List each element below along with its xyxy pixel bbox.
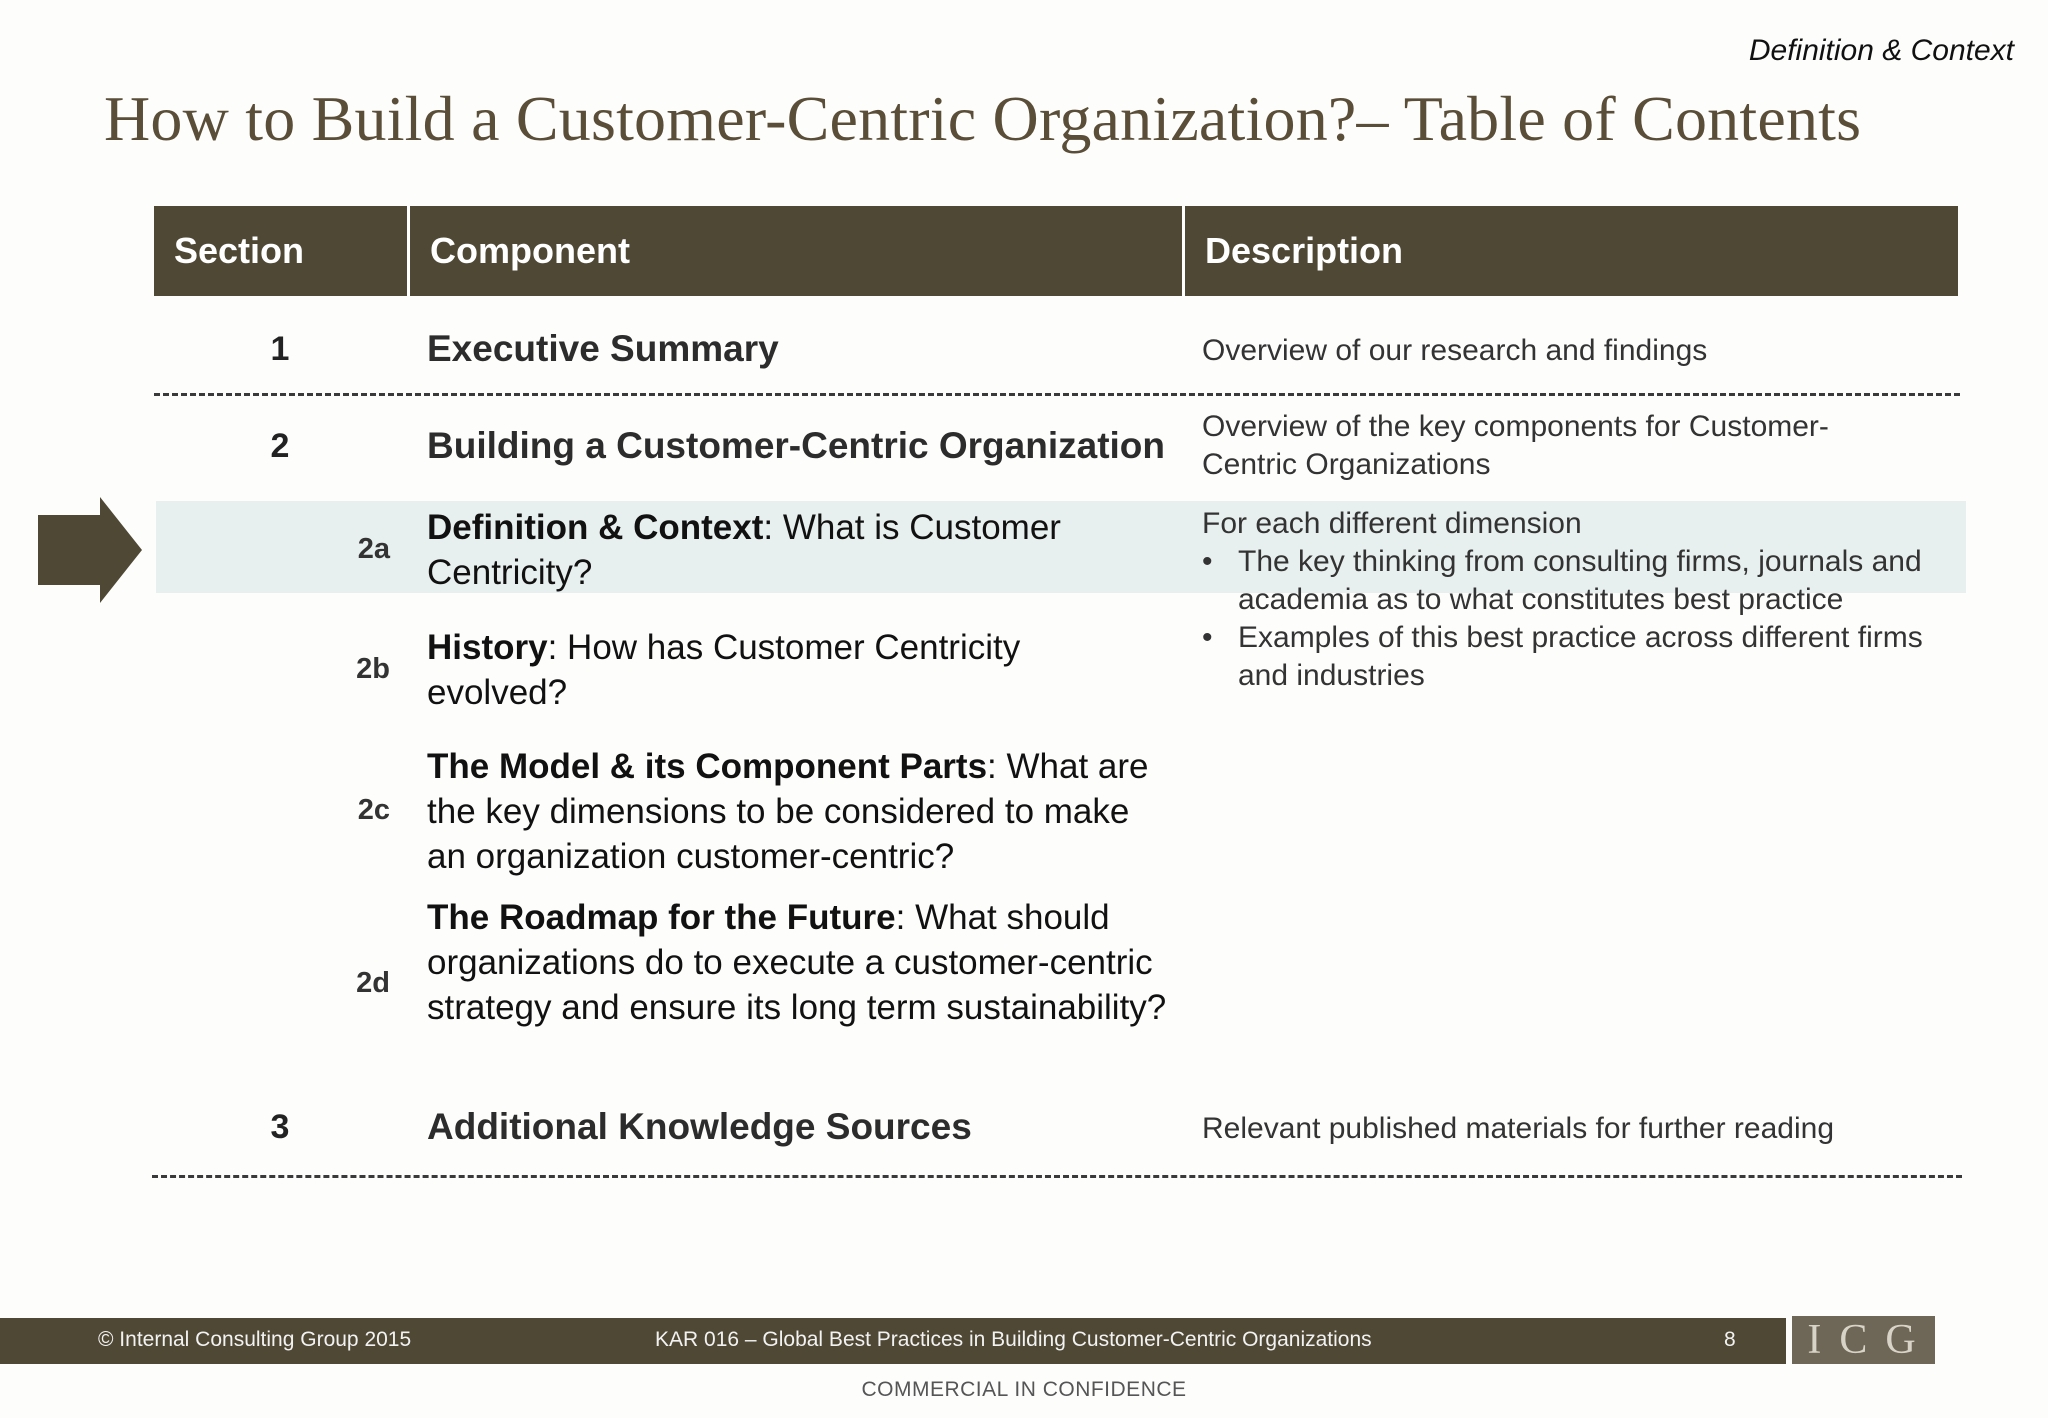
header-section-label: Section: [174, 230, 305, 271]
section-tag: Definition & Context: [1748, 34, 2014, 67]
subsection-component: [427, 895, 1167, 1030]
subsection-component: [427, 625, 1167, 715]
subsection-title: Definition & Context: [427, 508, 764, 547]
component-title: Additional Knowledge Sources: [427, 1106, 972, 1147]
description-bullet: • Examples of this best practice across different firms and industries: [1202, 619, 1962, 695]
subsection-title: History: [427, 628, 548, 667]
header-component: [410, 206, 1182, 296]
footer-bar: [0, 1318, 1786, 1364]
row-divider: [154, 393, 1960, 396]
footer-document-title: KAR 016 – Global Best Practices in Building Customer-Centric Organizations: [655, 1328, 1372, 1351]
subsection-question: : What are the key dimensions to be considered to make an organization customer-centric?: [427, 747, 1149, 876]
subsection-question: : What should organizations do to execute a customer-centric strategy and ensure its long term sustainability?: [427, 898, 1167, 1027]
subsection-number: 2a: [357, 533, 390, 565]
footer-page-number: 8: [1724, 1328, 1736, 1351]
component-description: Overview of the key components for Customer-Centric Organizations: [1202, 410, 1829, 481]
component-title: Executive Summary: [427, 328, 779, 369]
component-description: Relevant published materials for further reading: [1202, 1112, 1835, 1145]
subsection-number: 2c: [357, 794, 390, 826]
subsection-component: [427, 744, 1167, 879]
subsection-component: [427, 505, 1167, 595]
section-number: 1: [270, 330, 290, 368]
confidentiality-notice: COMMERCIAL IN CONFIDENCE: [861, 1378, 1187, 1401]
subsection-question: : How has Customer Centricity evolved?: [427, 628, 1021, 712]
component-title: Building a Customer-Centric Organization: [427, 425, 1165, 466]
header-section: [154, 206, 408, 296]
header-component-label: Component: [430, 230, 630, 271]
subsection-title: The Roadmap for the Future: [427, 898, 896, 937]
page-title: How to Build a Customer-Centric Organization?– Table of Contents: [104, 83, 1862, 154]
current-section-arrow-icon: [38, 497, 142, 603]
component-description: Overview of our research and findings: [1202, 334, 1708, 367]
subsection-question: : What is Customer Centricity?: [427, 508, 1061, 592]
subsection-title: The Model & its Component Parts: [427, 747, 988, 786]
description-bullet: • The key thinking from consulting firms, journals and academia as to what constitutes best practice: [1202, 543, 1962, 619]
section-number: 2: [270, 427, 290, 465]
header-description: [1185, 206, 1958, 296]
footer-copyright: © Internal Consulting Group 2015: [98, 1328, 412, 1351]
description-bullets: [1202, 543, 1962, 695]
subsection-number: 2d: [356, 967, 390, 999]
subsection-description: [1202, 505, 1962, 695]
company-logo: [1792, 1316, 1935, 1364]
section-number: 3: [270, 1108, 290, 1146]
row-divider: [152, 1175, 1962, 1178]
logo-text: ICG: [1807, 1317, 1934, 1363]
subsection-number: 2b: [356, 653, 390, 685]
header-description-label: Description: [1205, 230, 1404, 271]
description-intro: For each different dimension: [1202, 507, 1582, 540]
